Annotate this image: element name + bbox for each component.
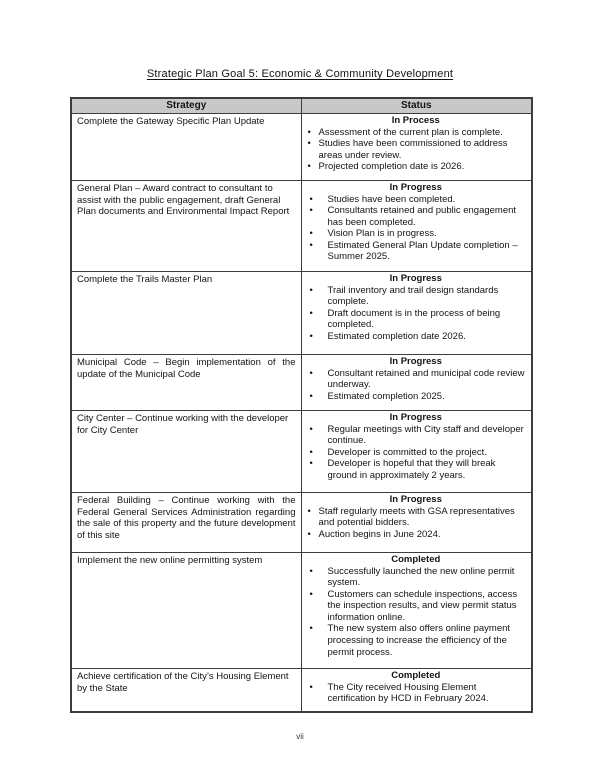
bullet-icon: •: [309, 423, 313, 435]
page-number: vii: [296, 732, 304, 741]
status-bullet: [305, 368, 528, 391]
status-bullet: [305, 566, 528, 589]
page-title: Strategic Plan Goal 5: Economic & Community Development: [146, 68, 454, 80]
table-row: [71, 669, 532, 713]
status-bullet: [305, 138, 528, 161]
status-cell: [301, 493, 532, 553]
table-row: [71, 411, 532, 493]
status-label: In Process: [391, 115, 440, 126]
status-bullet: [305, 623, 528, 658]
table-row: [71, 181, 532, 272]
bullet-text: Trail inventory and trail design standards complete.: [327, 284, 499, 308]
status-bullet-list: [305, 127, 528, 173]
bullet-text: Consultant retained and municipal code review underway.: [327, 367, 525, 391]
status-bullet-list: [305, 285, 528, 343]
bullet-text: The City received Housing Element certification by HCD in February 2024.: [327, 681, 489, 705]
status-label: In Progress: [389, 356, 442, 367]
bullet-text: Studies have been completed.: [327, 193, 456, 205]
status-label: In Progress: [389, 273, 442, 284]
table-row: [71, 272, 532, 355]
bullet-icon: •: [307, 161, 311, 173]
bullet-icon: •: [309, 588, 313, 600]
strategy-cell: Achieve certification of the City’s Housing Element by the State: [71, 669, 301, 713]
bullet-icon: •: [309, 367, 313, 379]
status-bullet: [305, 391, 528, 403]
bullet-icon: •: [309, 239, 313, 251]
status-bullet: [305, 682, 528, 705]
status-cell: [301, 355, 532, 411]
status-cell: [301, 114, 532, 181]
status-bullet-list: [305, 368, 528, 403]
strategy-cell: Complete the Gateway Specific Plan Update: [71, 114, 301, 181]
bullet-icon: •: [309, 330, 313, 342]
bullet-text: Estimated completion date 2026.: [327, 330, 466, 342]
status-bullet-list: [305, 506, 528, 541]
bullet-text: Estimated General Plan Update completion – Summer 2025.: [327, 239, 518, 263]
status-bullet: [305, 228, 528, 240]
status-bullet: [305, 194, 528, 206]
bullet-icon: •: [309, 205, 313, 217]
table-row: [71, 114, 532, 181]
status-cell: [301, 272, 532, 355]
status-label: Completed: [391, 554, 441, 565]
bullet-text: The new system also offers online payment processing to increase the efficiency of the permit process.: [327, 623, 511, 658]
table-header-row: [71, 98, 532, 114]
bullet-icon: •: [309, 390, 313, 402]
status-bullet: [305, 589, 528, 624]
bullet-icon: •: [309, 193, 313, 205]
status-label: In Progress: [389, 494, 442, 505]
bullet-icon: •: [307, 126, 311, 138]
status-bullet: [305, 529, 528, 541]
bullet-text: Studies have been commissioned to address areas under review.: [318, 138, 508, 161]
bullet-text: Developer is committed to the project.: [327, 446, 487, 458]
bullet-text: Draft document is in the process of being completed.: [327, 307, 501, 331]
bullet-icon: •: [309, 307, 313, 319]
status-bullet: [305, 424, 528, 447]
status-cell: [301, 669, 532, 713]
table-row: [71, 493, 532, 553]
bullet-text: Projected completion date is 2026.: [318, 161, 465, 173]
status-bullet: [305, 447, 528, 459]
bullet-text: Successfully launched the new online permit system.: [327, 565, 515, 589]
bullet-icon: •: [309, 458, 313, 470]
bullet-text: Vision Plan is in progress.: [327, 228, 437, 240]
bullet-icon: •: [309, 284, 313, 296]
strategic-plan-table: [70, 97, 533, 713]
column-header-status: Status: [301, 98, 532, 114]
bullet-icon: •: [309, 228, 313, 240]
bullet-text: Consultants retained and public engagement has been completed.: [327, 205, 517, 228]
status-label: In Progress: [389, 182, 442, 193]
bullet-icon: •: [307, 528, 311, 540]
status-bullet: [305, 308, 528, 331]
status-cell: [301, 181, 532, 272]
status-bullet: [305, 331, 528, 343]
status-bullet: [305, 458, 528, 481]
status-bullet: [305, 127, 528, 139]
strategy-cell: City Center – Continue working with the developer for City Center: [71, 411, 301, 493]
status-bullet: [305, 240, 528, 263]
bullet-icon: •: [307, 505, 311, 517]
status-bullet-list: [305, 194, 528, 263]
bullet-text: Regular meetings with City staff and developer continue.: [327, 423, 524, 447]
status-cell: [301, 411, 532, 493]
strategy-cell: General Plan – Award contract to consultant to assist with the public engagement, draft General Plan documents and Environmental Impact Report: [71, 181, 301, 272]
bullet-text: Staff regularly meets with GSA representatives and potential bidders.: [318, 505, 515, 529]
status-bullet-list: [305, 682, 528, 705]
bullet-icon: •: [307, 138, 311, 150]
table-row: [71, 553, 532, 669]
status-bullet: [305, 205, 528, 228]
strategy-cell: Municipal Code – Begin implementation of the update of the Municipal Code: [71, 355, 301, 411]
strategy-cell: Federal Building – Continue working with the Federal General Services Administration regarding the sale of this property and the future development of this site: [71, 493, 301, 553]
bullet-text: Estimated completion 2025.: [327, 390, 445, 402]
status-bullet: [305, 506, 528, 529]
table-row: [71, 355, 532, 411]
column-header-strategy: Strategy: [71, 98, 301, 114]
status-label: Completed: [391, 670, 441, 681]
bullet-text: Assessment of the current plan is complete.: [318, 126, 503, 138]
status-bullet: [305, 285, 528, 308]
bullet-icon: •: [309, 446, 313, 458]
status-cell: [301, 553, 532, 669]
bullet-icon: •: [309, 681, 313, 693]
strategy-cell: Implement the new online permitting system: [71, 553, 301, 669]
bullet-text: Auction begins in June 2024.: [318, 528, 441, 540]
status-bullet-list: [305, 424, 528, 482]
bullet-text: Customers can schedule inspections, access the inspection results, and view permit status information online.: [327, 588, 518, 623]
bullet-icon: •: [309, 565, 313, 577]
bullet-text: Developer is hopeful that they will break ground in approximately 2 years.: [327, 458, 496, 481]
strategy-cell: Complete the Trails Master Plan: [71, 272, 301, 355]
status-label: In Progress: [389, 412, 442, 423]
bullet-icon: •: [309, 623, 313, 635]
status-bullet-list: [305, 566, 528, 659]
status-bullet: [305, 161, 528, 173]
